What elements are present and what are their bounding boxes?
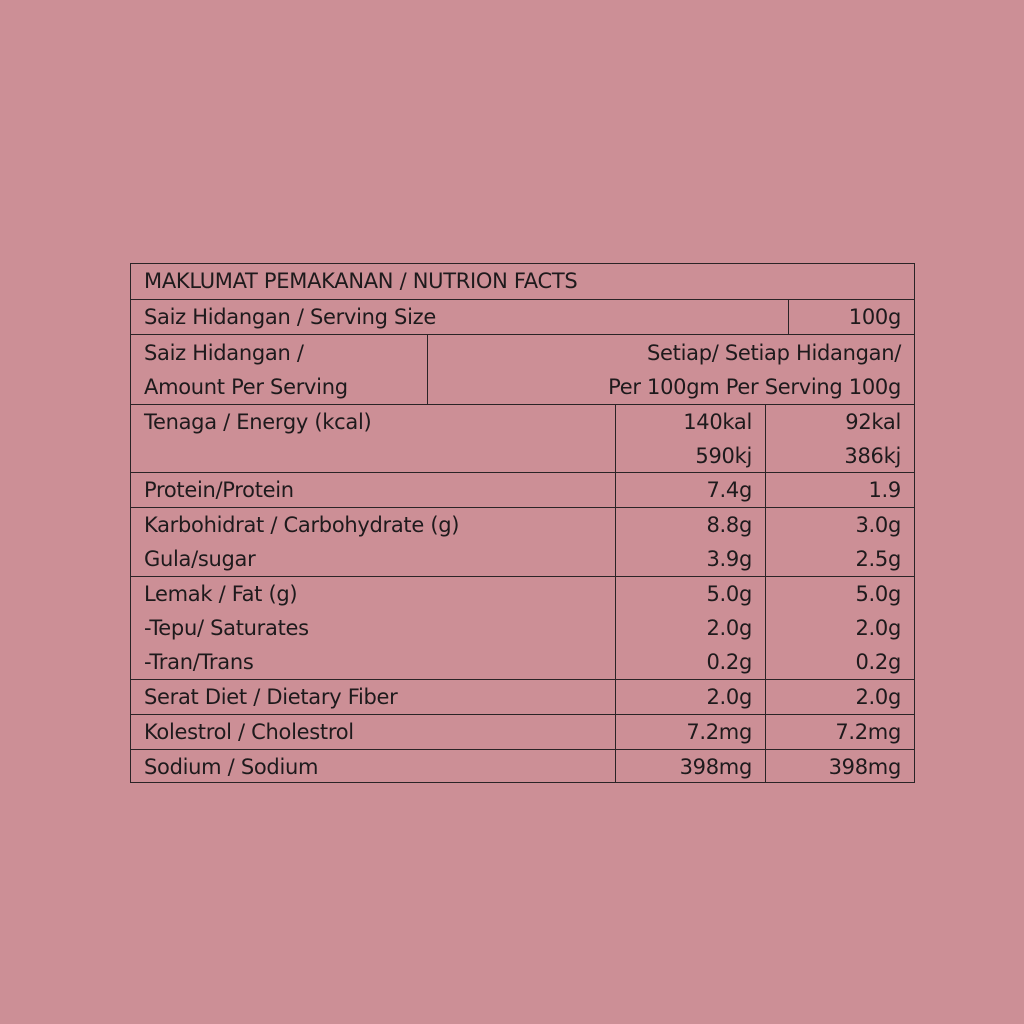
amount-label-line-2: Amount Per Serving — [144, 375, 348, 399]
table-title: MAKLUMAT PEMAKANAN / NUTRION FACTS — [144, 269, 578, 293]
fiber-v1: 2.0g — [615, 680, 765, 714]
energy-row — [131, 404, 914, 472]
amount-per-serving-label — [131, 335, 427, 404]
sugar-label: Gula/sugar — [144, 547, 256, 571]
energy-per-100g — [765, 405, 914, 472]
trans-label: -Tran/Trans — [144, 650, 254, 674]
sugar-v1: 3.9g — [706, 547, 752, 571]
sodium-v1: 398mg — [615, 750, 765, 782]
energy-label: Tenaga / Energy (kcal) — [144, 410, 372, 434]
sodium-v2: 398mg — [765, 750, 914, 782]
fiber-row — [131, 679, 914, 714]
fat-v1: 5.0g — [706, 582, 752, 606]
sodium-label: Sodium / Sodium — [144, 755, 319, 779]
trans-v2: 0.2g — [855, 650, 901, 674]
amount-per-serving-row — [131, 334, 914, 404]
cholesterol-v2: 7.2mg — [765, 715, 914, 749]
title-row — [131, 264, 914, 299]
energy-per-serving — [615, 405, 765, 472]
energy-v2-kcal: 92kal — [845, 410, 901, 434]
cholesterol-v1: 7.2mg — [615, 715, 765, 749]
carbohydrate-v1: 8.8g — [706, 513, 752, 537]
saturates-label: -Tepu/ Saturates — [144, 616, 309, 640]
energy-v1-kcal: 140kal — [683, 410, 752, 434]
protein-label: Protein/Protein — [144, 478, 294, 502]
protein-row — [131, 472, 914, 507]
amount-per-serving-columns — [427, 335, 914, 404]
fiber-label: Serat Diet / Dietary Fiber — [144, 685, 398, 709]
carbohydrate-v2: 3.0g — [855, 513, 901, 537]
saturates-v1: 2.0g — [706, 616, 752, 640]
serving-size-label: Saiz Hidangan / Serving Size — [144, 305, 436, 329]
fat-v2: 5.0g — [855, 582, 901, 606]
serving-size-row — [131, 299, 914, 334]
energy-v2-kj: 386kj — [844, 444, 901, 468]
cholesterol-row — [131, 714, 914, 749]
fat-row — [131, 576, 914, 679]
cholesterol-label: Kolestrol / Cholestrol — [144, 720, 354, 744]
protein-v2: 1.9 — [765, 473, 914, 507]
carbohydrate-label: Karbohidrat / Carbohydrate (g) — [144, 513, 460, 537]
energy-v1-kj: 590kj — [695, 444, 752, 468]
protein-v1: 7.4g — [615, 473, 765, 507]
amount-label-line-1: Saiz Hidangan / — [144, 341, 304, 365]
fiber-v2: 2.0g — [765, 680, 914, 714]
sodium-row — [131, 749, 914, 782]
carbohydrate-row — [131, 507, 914, 576]
fat-label: Lemak / Fat (g) — [144, 582, 298, 606]
saturates-v2: 2.0g — [855, 616, 901, 640]
nutrition-facts-table — [130, 263, 915, 783]
serving-size-value: 100g — [788, 300, 914, 334]
trans-v1: 0.2g — [706, 650, 752, 674]
sugar-v2: 2.5g — [855, 547, 901, 571]
amount-value-line-2: Per 100gm Per Serving 100g — [608, 375, 901, 399]
amount-value-line-1: Setiap/ Setiap Hidangan/ — [647, 341, 901, 365]
